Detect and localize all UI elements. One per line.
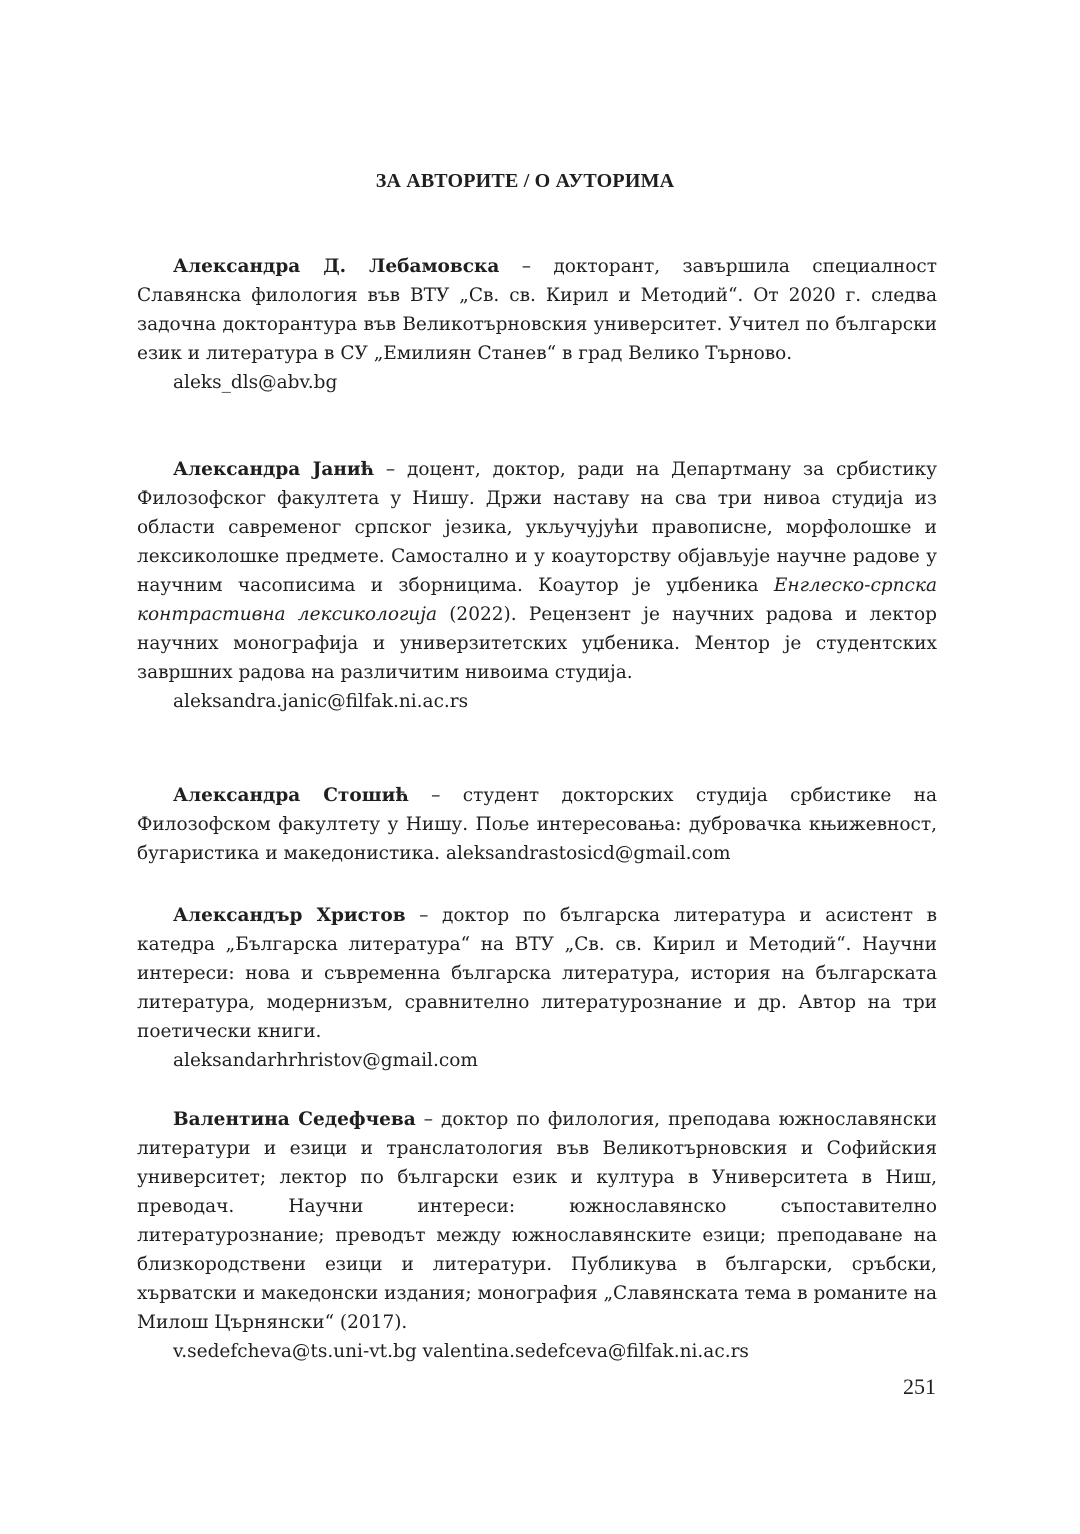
author-name: Александра Јанић — [173, 459, 375, 480]
author-email: v.sedefcheva@ts.uni-vt.bg valentina.sedefceva@filfak.ni.ac.rs — [173, 1341, 749, 1362]
page-number: 251 — [903, 1374, 936, 1399]
author-bio-janic — [137, 455, 937, 716]
bio-paragraph — [137, 901, 937, 1046]
author-name: Валентина Седефчева — [173, 1109, 416, 1130]
author-bio-lebamovska — [137, 252, 937, 397]
author-name: Александър Христов — [173, 905, 406, 926]
author-bio-sedefcheva — [137, 1105, 937, 1366]
bio-text: – докторант, завършила специалност Славянска филология във ВТУ „Св. св. Кирил и Методий“. От 2020 г. следва задочна докторантура във Великотърновския университет. Учител по български език и литература в СУ „Емилиян Станев“ в град Велико Търново. — [137, 256, 938, 364]
bio-paragraph — [137, 252, 937, 368]
author-email: aleks_dls@abv.bg — [173, 372, 338, 393]
bio-text: – доцент, доктор, ради на Департману за србистику Филозофског факултета у Нишу. Држи наставу на сва три нивоа студија из области савременог српског језика, укључујући правописне, морфолошке и лексиколошке предмете. Самостално и у коауторству објављује научне радове у научним часописима и зборницима. Коаутор је уџбеника — [137, 459, 937, 596]
bio-paragraph — [137, 455, 937, 687]
author-bio-hristov — [137, 901, 937, 1075]
bio-paragraph — [137, 781, 937, 868]
author-bio-stosic — [137, 781, 937, 868]
bio-text: – доктор по българска литература и асистент в катедра „Българска литература“ на ВТУ „Св. св. Кирил и Методий“. Научни интереси: нова и съвременна българска литература, история на българската литература, модернизъм, сравнително литературознание и др. Автор на три поетически книги. — [137, 905, 938, 1042]
bio-text: – студент докторских студија србистике на Филозофском факултету у Нишу. Поље интересовања: дубровачка књижевност, бугаристика и македонистика. aleksandrastosicd@gmail.com — [137, 785, 937, 864]
book-title: Енглеско-српска контрастивна лексикологија — [137, 575, 937, 625]
bio-paragraph — [137, 1105, 937, 1337]
author-email: aleksandarhrhristov@gmail.com — [173, 1050, 478, 1071]
page-heading: ЗА АВТОРИТЕ / О АУТОРИМА — [375, 170, 675, 192]
bio-text: – доктор по филология, преподава южнославянски литератури и езици и транслатология във Великотърновския и Софийския университет; лектор по български език и култура в Университета в Ниш, преводач. Научни интереси: южнославянско съпоставително литературознание; преводът между южнославянските езици; преподаване на близкородствени езици и литератури. Публикува в български, сръбски, хърватски и македонски издания; монография „Славянската тема в романите на Милош Църнянски“ (2017). — [137, 1109, 937, 1333]
author-name: Александра Стошић — [173, 785, 409, 806]
author-name: Александра Д. Лебамовска — [173, 256, 500, 277]
bio-text-continued: (2022). Рецензент је научних радова и лектор научних монографија и универзитетских уџбеника. Ментор је студентских завршних радова на различитим нивоима студија. — [137, 604, 937, 683]
author-email: aleksandra.janic@filfak.ni.ac.rs — [173, 691, 469, 712]
